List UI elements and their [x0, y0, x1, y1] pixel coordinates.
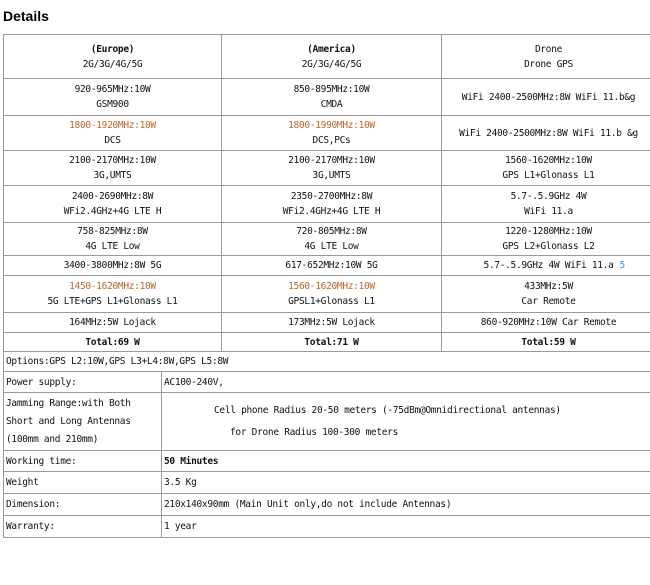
band-frequency: 2350-2700MHz:8W — [290, 191, 373, 202]
band-label: 3G,UMTS — [93, 170, 132, 181]
band-label: 5G LTE+GPS L1+Glonass L1 — [47, 296, 178, 307]
europe-band-cell — [4, 116, 222, 151]
totals-row — [4, 333, 650, 352]
band-row — [4, 256, 650, 276]
band-row — [4, 116, 650, 151]
europe-total: Total:69 W — [4, 333, 222, 352]
working-time-value: 50 Minutes — [162, 451, 650, 472]
drone-band-cell — [442, 151, 650, 186]
band-row — [4, 276, 650, 313]
band-frequency: 1560-1620MHz:10W — [288, 281, 375, 292]
power-value: AC100-240V, — [162, 372, 650, 393]
band-frequency: 720-805MHz:8W — [296, 226, 367, 237]
warranty-label: Warranty: — [4, 516, 162, 538]
europe-band-cell — [4, 79, 222, 116]
band-frequency: 164MHz:5W Lojack — [69, 317, 156, 328]
band-label: WiFi 11.a — [524, 206, 573, 217]
options-text: Options:GPS L2:10W,GPS L3+L4:8W,GPS L5:8W — [4, 352, 650, 372]
details-table — [3, 34, 650, 538]
overflow-marker: 5 — [619, 260, 625, 271]
band-frequency: 1800-1990MHz:10W — [288, 120, 375, 131]
band-frequency: 617-652MHz:10W 5G — [285, 260, 378, 271]
europe-band-cell — [4, 151, 222, 186]
weight-row — [4, 472, 650, 494]
jamming-value-line: Cell phone Radius 20-50 meters (-75dBm@Omnidirectional antennas) — [214, 404, 561, 416]
jamming-value-line: for Drone Radius 100-300 meters — [230, 426, 399, 438]
working-time-label: Working time: — [4, 451, 162, 472]
jamming-label-line: Jamming Range:with Both — [6, 397, 131, 409]
drone-header: Drone — [534, 43, 563, 55]
america-band-cell — [222, 256, 442, 276]
america-band-cell — [222, 186, 442, 223]
drone-band-cell — [442, 79, 650, 116]
band-frequency: 2100-2170MHz:10W — [288, 155, 375, 166]
band-frequency: 1450-1620MHz:10W — [69, 281, 156, 292]
drone-subheader: Drone GPS — [524, 58, 573, 70]
band-frequency: 1800-1920MHz:10W — [69, 120, 156, 131]
america-band-cell — [222, 79, 442, 116]
jamming-value-cell — [162, 393, 650, 451]
band-frequency: 433MHz:5W — [524, 281, 573, 292]
warranty-row — [4, 516, 650, 538]
band-row — [4, 79, 650, 116]
band-label: GSM900 — [96, 99, 129, 110]
america-band-cell — [222, 151, 442, 186]
band-label: DCS — [104, 135, 121, 146]
jamming-row — [4, 393, 650, 451]
drone-band-cell — [442, 276, 650, 313]
band-row — [4, 186, 650, 223]
europe-band-cell — [4, 256, 222, 276]
band-frequency: 5.7-.5.9GHz 4W — [510, 191, 587, 202]
band-label: GPS L2+Glonass L2 — [502, 241, 595, 252]
drone-header-cell — [442, 35, 650, 79]
band-frequency: 5.7-.5.9GHz 4W WiFi 11.a 5 — [483, 260, 625, 271]
europe-header-cell — [4, 35, 222, 79]
band-label: Car Remote — [521, 296, 576, 307]
europe-band-cell — [4, 186, 222, 223]
europe-subheader: 2G/3G/4G/5G — [82, 58, 143, 70]
drone-total: Total:59 W — [442, 333, 650, 352]
america-band-cell — [222, 116, 442, 151]
drone-band-cell — [442, 256, 650, 276]
band-frequency: 920-965MHz:10W — [74, 84, 151, 95]
dimension-row — [4, 494, 650, 516]
jamming-label-line: Short and Long Antennas — [6, 415, 131, 427]
drone-band-cell — [442, 186, 650, 223]
band-frequency: 3400-3800MHz:8W 5G — [63, 260, 162, 271]
band-frequency: 758-825MHz:8W — [77, 226, 148, 237]
band-frequency: 173MHz:5W Lojack — [288, 317, 375, 328]
dimension-value: 210x140x90mm (Main Unit only,do not include Antennas) — [162, 494, 650, 516]
band-frequency: 2100-2170MHz:10W — [69, 155, 156, 166]
page-title: Details — [3, 8, 49, 24]
band-frequency: 2400-2690MHz:8W — [71, 191, 154, 202]
weight-label: Weight — [4, 472, 162, 494]
band-frequency: 1220-1280MHz:10W — [505, 226, 592, 237]
band-label: 3G,UMTS — [312, 170, 351, 181]
power-label: Power supply: — [4, 372, 162, 393]
working-time-row — [4, 451, 650, 472]
dimension-label: Dimension: — [4, 494, 162, 516]
america-band-cell — [222, 276, 442, 313]
header-row — [4, 35, 650, 79]
band-row — [4, 151, 650, 186]
band-frequency: WiFi 2400-2500MHz:8W WiFi 11.b&g — [461, 91, 636, 103]
band-label: CMDA — [320, 99, 343, 110]
power-row — [4, 372, 650, 393]
band-label: GPS L1+Glonass L1 — [502, 170, 595, 181]
drone-band-cell — [442, 313, 650, 333]
europe-band-cell — [4, 223, 222, 256]
band-label: 4G LTE Low — [304, 241, 359, 252]
band-label: GPSL1+Glonass L1 — [288, 296, 375, 307]
band-row — [4, 223, 650, 256]
europe-band-cell — [4, 276, 222, 313]
band-frequency: 1560-1620MHz:10W — [505, 155, 592, 166]
band-frequency: WiFi 2400-2500MHz:8W WiFi 11.b &g — [459, 127, 638, 139]
weight-value: 3.5 Kg — [162, 472, 650, 494]
drone-band-cell — [442, 223, 650, 256]
warranty-value: 1 year — [162, 516, 650, 538]
options-row — [4, 352, 650, 372]
band-label: WFi2.4GHz+4G LTE H — [63, 206, 162, 217]
band-frequency: 850-895MHz:10W — [293, 84, 370, 95]
band-frequency: 860-920MHz:10W Car Remote — [480, 317, 617, 328]
america-subheader: 2G/3G/4G/5G — [301, 58, 362, 70]
jamming-label-cell — [4, 393, 162, 451]
america-band-cell — [222, 223, 442, 256]
america-total: Total:71 W — [222, 333, 442, 352]
band-label: DCS,PCs — [312, 135, 351, 146]
jamming-label-line: (100mm and 210mm) — [6, 433, 99, 445]
america-header: (America) — [307, 43, 356, 55]
europe-header: (Europe) — [90, 43, 135, 55]
america-header-cell — [222, 35, 442, 79]
band-row — [4, 313, 650, 333]
band-label: 4G LTE Low — [85, 241, 140, 252]
europe-band-cell — [4, 313, 222, 333]
drone-band-cell — [442, 116, 650, 151]
america-band-cell — [222, 313, 442, 333]
band-label: WFi2.4GHz+4G LTE H — [282, 206, 381, 217]
